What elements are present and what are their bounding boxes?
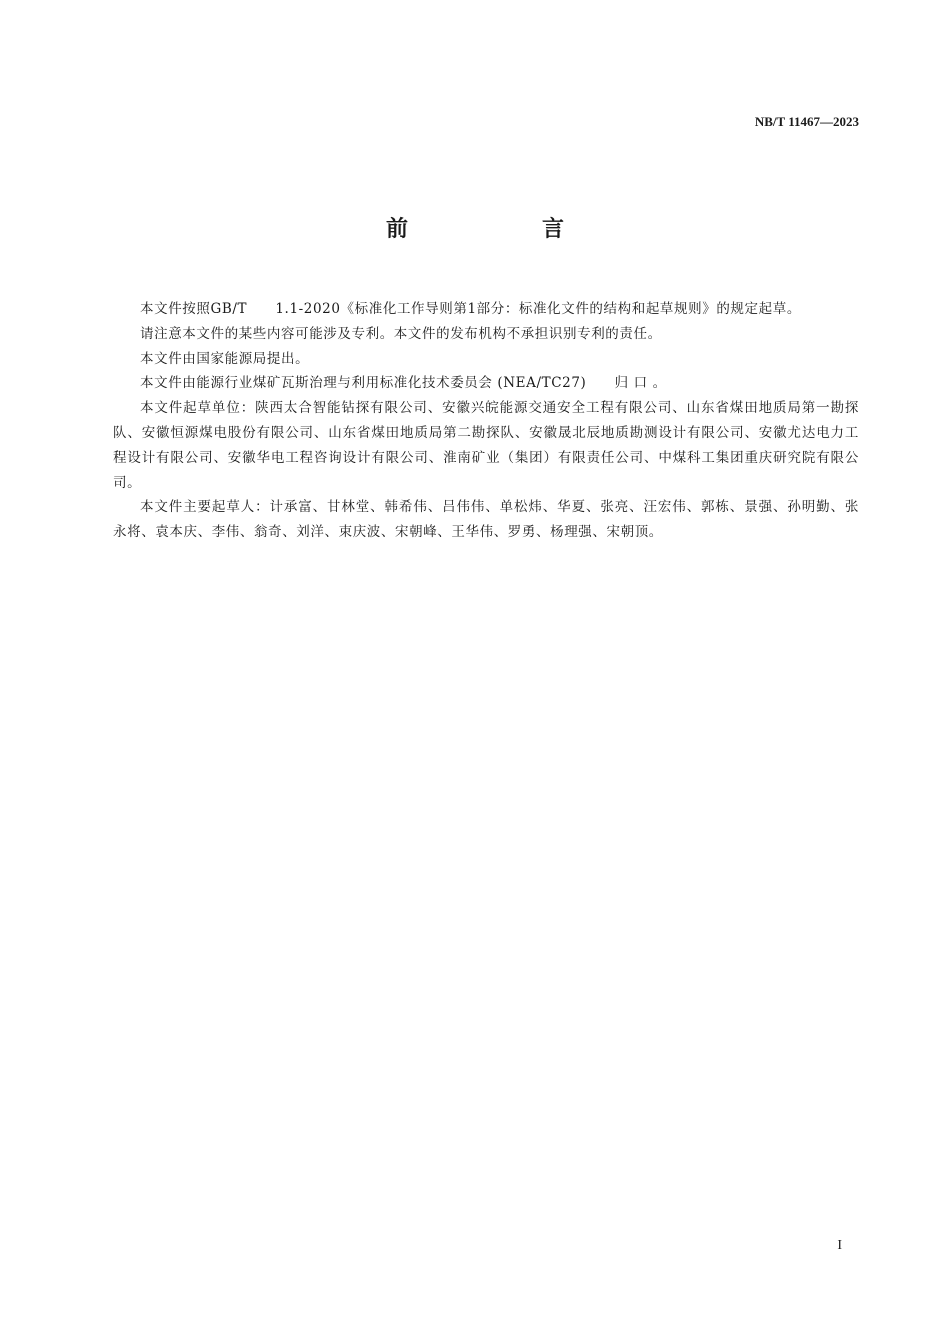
paragraph-drafting-rules: 本文件按照GB/T 1.1-2020《标准化工作导则第1部分：标准化文件的结构和起草规则》的规定起草。 <box>140 301 801 317</box>
page-number: I <box>837 1238 842 1253</box>
paragraph-patent-notice: 请注意本文件的某些内容可能涉及专利。本文件的发布机构不承担识别专利的责任。 <box>140 325 662 342</box>
foreword-body <box>113 297 859 545</box>
paragraph-drafting-units: 本文件起草单位：陕西太合智能钻探有限公司、安徽兴皖能源交通安全工程有限公司、山东省煤田地质局第一勘探队、安徽恒源煤电股份有限公司、山东省煤田地质局第二勘探队、安徽晟北辰地质勘测设计有限公司、安徽尤达电力工程设计有限公司、安徽华电工程咨询设计有限公司、淮南矿业（集团）有限责任公司、中煤科工集团重庆研究院有限公司。 <box>113 400 859 491</box>
page-title: 前 言 <box>385 217 620 242</box>
paragraph-drafters: 本文件主要起草人：计承富、甘林堂、韩希伟、吕伟伟、单松炜、华夏、张亮、汪宏伟、郭栋、景强、孙明勤、张永将、袁本庆、李伟、翁奇、刘洋、束庆波、宋朝峰、王华伟、罗勇、杨理强、宋朝顶。 <box>113 499 859 541</box>
paragraph-proposer: 本文件由国家能源局提出。 <box>140 350 310 367</box>
document-code: NB/T 11467—2023 <box>754 114 859 129</box>
paragraph-committee: 本文件由能源行业煤矿瓦斯治理与利用标准化技术委员会 (NEA/TC27) 归 口 。 <box>140 375 667 392</box>
